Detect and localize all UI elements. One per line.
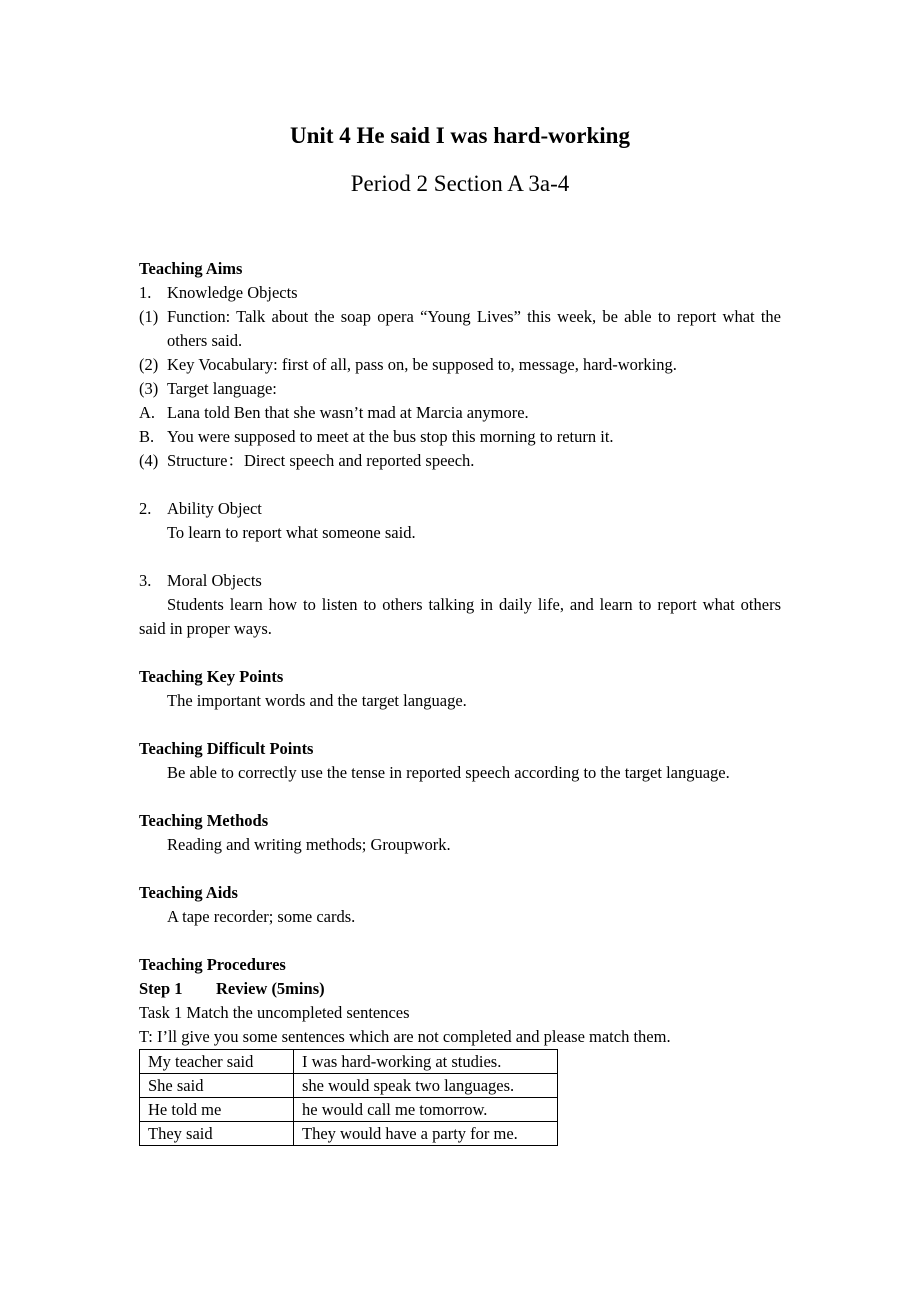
methods-text: Reading and writing methods; Groupwork. (167, 835, 451, 854)
document-title: Unit 4 He said I was hard-working (290, 123, 630, 148)
aims-sub-b (139, 425, 781, 449)
procedures-heading: Teaching Procedures (139, 955, 286, 974)
list-number: B. (139, 427, 155, 446)
aims-sub-a (139, 401, 781, 425)
list-text: You were supposed to meet at the bus stop this morning to return it. (167, 427, 614, 446)
difficult-points-text: Be able to correctly use the tense in reported speech according to the target language. (167, 763, 730, 782)
table-cell: They said (140, 1122, 294, 1146)
spacer (139, 929, 781, 953)
aims-sub-1 (139, 305, 781, 353)
table-cell: I was hard-working at studies. (294, 1050, 558, 1074)
aims-sub-2 (139, 353, 781, 377)
table-cell: My teacher said (140, 1050, 294, 1074)
aids-heading: Teaching Aids (139, 883, 238, 902)
teaching-aims-heading: Teaching Aims (139, 259, 243, 278)
list-number: (1) (139, 307, 159, 326)
task-1-title: Task 1 Match the uncompleted sentences (139, 1003, 410, 1022)
key-points-text: The important words and the target language. (167, 691, 467, 710)
list-text: Structure：Direct speech and reported speech. (167, 451, 475, 470)
table-cell: She said (140, 1074, 294, 1098)
table-cell: He told me (140, 1098, 294, 1122)
list-number: (3) (139, 379, 159, 398)
list-number: (2) (139, 355, 159, 374)
step-title: Review (5mins) (216, 979, 325, 998)
aims-item-3-description: Students learn how to listen to others talking in daily life, and learn to report what others said in proper ways. (139, 595, 781, 638)
difficult-points-heading: Teaching Difficult Points (139, 739, 314, 758)
aims-item-3 (139, 569, 781, 593)
table-cell: she would speak two languages. (294, 1074, 558, 1098)
table-row (140, 1074, 558, 1098)
aims-item-2-description: To learn to report what someone said. (167, 523, 416, 542)
list-text: Moral Objects (167, 571, 262, 590)
spacer (139, 785, 781, 809)
table-row (140, 1050, 558, 1074)
spacer (139, 713, 781, 737)
list-number: (4) (139, 451, 159, 470)
list-number: 1. (139, 283, 152, 302)
list-text: Function: Talk about the soap opera “Young Lives” this week, be able to report what the others said. (167, 307, 781, 350)
list-number: A. (139, 403, 156, 422)
list-number: 3. (139, 571, 152, 590)
document-subtitle: Period 2 Section A 3a-4 (350, 171, 570, 196)
spacer (139, 641, 781, 665)
spacer (139, 545, 781, 569)
aims-item-1 (139, 281, 781, 305)
step-label: Step 1 (139, 979, 183, 998)
list-text: Knowledge Objects (167, 283, 298, 302)
list-text: Target language: (167, 379, 277, 398)
aims-item-2 (139, 497, 781, 521)
match-table (139, 1049, 558, 1146)
key-points-heading: Teaching Key Points (139, 667, 284, 686)
list-text: Lana told Ben that she wasn’t mad at Marcia anymore. (167, 403, 529, 422)
task-1-instruction: T: I’ll give you some sentences which are not completed and please match them. (139, 1027, 671, 1046)
aids-text: A tape recorder; some cards. (167, 907, 356, 926)
aims-sub-3 (139, 377, 781, 401)
document-body (139, 257, 781, 1146)
spacer (139, 857, 781, 881)
table-row (140, 1098, 558, 1122)
list-number: 2. (139, 499, 152, 518)
table-cell: They would have a party for me. (294, 1122, 558, 1146)
list-text: Ability Object (167, 499, 262, 518)
table-row (140, 1122, 558, 1146)
list-text: Key Vocabulary: first of all, pass on, be supposed to, message, hard-working. (167, 355, 677, 374)
spacer (139, 473, 781, 497)
aims-sub-4 (139, 449, 781, 473)
step-1-heading (139, 977, 781, 1001)
methods-heading: Teaching Methods (139, 811, 269, 830)
table-cell: he would call me tomorrow. (294, 1098, 558, 1122)
